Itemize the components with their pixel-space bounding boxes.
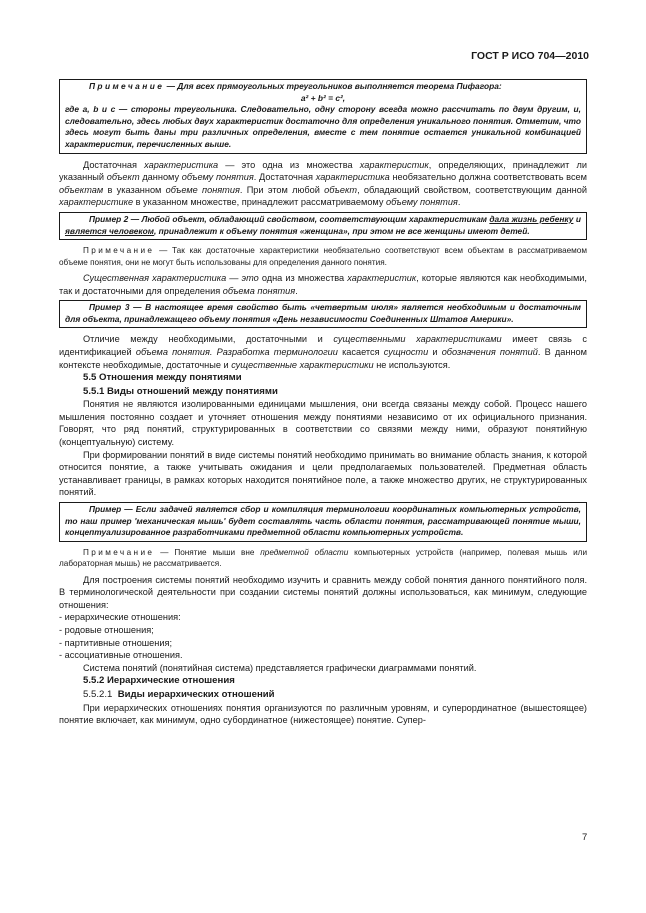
- paragraph-difference: Отличие между необходимыми, достаточными и существенными характеристиками имеет связь с идентификацией объема понятия. Разработка терминологии касается сущности и обозначения понятий. В данном контексте необходимые, достаточные и существенные характеристики не используются.: [59, 334, 587, 370]
- paragraph-essential-characteristic: Существенная характеристика — это одна из множества характеристик, которые являются как необходимыми, так и достаточными для определения объема понятия.: [59, 272, 587, 296]
- paragraph-hierarchical: При иерархических отношениях понятия организуются по различным уровням, и суперординатное (вышестоящее) понятие включает, как минимум, одно субординатное (нижестоящее) понятие. Супер-: [59, 702, 587, 726]
- heading-5-5-2: 5.5.2 Иерархические отношения: [83, 675, 235, 687]
- note-text: — Для всех прямоугольных треугольников выполняется теорема Пифагора:: [166, 81, 502, 91]
- paragraph-concept-systems: Понятия не являются изолированными единицами мышления, они всегда связаны между собой. Процесс нашего мышления постоянно создает и уточняет отношения между понятиями независимо от их официального признания. Говорят, что ряд понятий, структурированных в соответствии со связями между ними, образуют понятийную (концептуальную) систему.: [59, 399, 587, 448]
- list-item: - партитивные отношения;: [59, 637, 173, 648]
- paragraph-diagrams: Система понятий (понятийная система) представляется графически диаграммами понятий.: [83, 662, 477, 673]
- heading-5-5: 5.5 Отношения между понятиями: [83, 372, 242, 384]
- note-label: Примечание: [89, 81, 165, 91]
- list-item: - родовые отношения;: [59, 625, 154, 635]
- list-item: - ассоциативные отношения.: [59, 650, 183, 661]
- example-3-box: Пример 3 — В настоящее время свойство быть «четвертым июля» является необходимым и достаточным для объекта, принадлежащего объему понятия «День независимости Соединенных Штатов Америки».: [59, 300, 587, 328]
- heading-5-5-2-1: 5.5.2.1 Виды иерархических отношений: [83, 688, 275, 700]
- page-number: 7: [582, 832, 588, 843]
- paragraph-subject-field: При формировании понятий в виде системы понятий необходимо принимать во внимание область знания, к которой относится понятие, а также учитывать ожидания и цели предполагаемых пользователей. Предметная область устанавливает границы, в рамках которых находится понятийное поле, а также множество других, не структурированных понятий.: [59, 449, 587, 498]
- note-body: где a, b и c — стороны треугольника. Следовательно, одну сторону всегда можно рассчитать по двум другим, и, следовательно, здесь любых двух характеристик достаточно для определения уникального понятия. Отметим, что здесь могут быть даны три различных определения, вместе с тем понятие остается уникальной комбинацией характеристик, перечисленных выше.: [65, 104, 581, 149]
- formula: a² + b² = c²,: [300, 92, 346, 103]
- note-box-pythagoras: [59, 79, 587, 154]
- note-sufficient: Примечание — Так как достаточные характеристики необязательно соответствуют всем объектам в рассматриваемом объеме понятия, они не могут быть использованы для определения данного понятия.: [59, 246, 587, 267]
- heading-5-5-1: 5.5.1 Виды отношений между понятиями: [83, 385, 278, 397]
- paragraph-sufficient-characteristic: Достаточная характеристика — это одна из множества характеристик, определяющих, принадлежит ли указанный объект данному объему понятия. Достаточная характеристика необязательно должна соответствовать всем объектам в указанном объеме понятия. При этом любой объект, обладающий свойством, соответствующим данной характеристике в указанном множестве, принадлежит рассматриваемому объему понятия.: [59, 159, 587, 208]
- example-2-box: Пример 2 — Любой объект, обладающий свойством, соответствующим характеристикам дала жизнь ребенку и является человеком, принадлежит к объему понятия «женщина», при этом не все женщины имеют детей.: [59, 212, 587, 240]
- note-mouse: Примечание — Понятие мыши вне предметной области компьютерных устройств (например, полевая мышь или лабораторная мышь) не рассматривается.: [59, 547, 588, 569]
- page-content: [59, 76, 587, 727]
- list-item: - иерархические отношения:: [59, 612, 181, 623]
- example-mouse-box: Пример — Если задачей является сбор и компиляция терминологии координатных компьютерных устройств, то наш пример 'механическая мышь' будет составлять часть области понятия, рассматривающей понятие мыши, концептуализированное разработчиками предметной области компьютерных устройств.: [59, 502, 587, 542]
- paragraph-relations-intro: Для построения системы понятий необходимо изучить и сравнить между собой понятия данного понятийного поля. В терминологической деятельности при создании системы понятий должны использоваться, как минимум, следующие отношения:: [59, 574, 587, 610]
- document-header: ГОСТ Р ИСО 704—2010: [471, 50, 589, 62]
